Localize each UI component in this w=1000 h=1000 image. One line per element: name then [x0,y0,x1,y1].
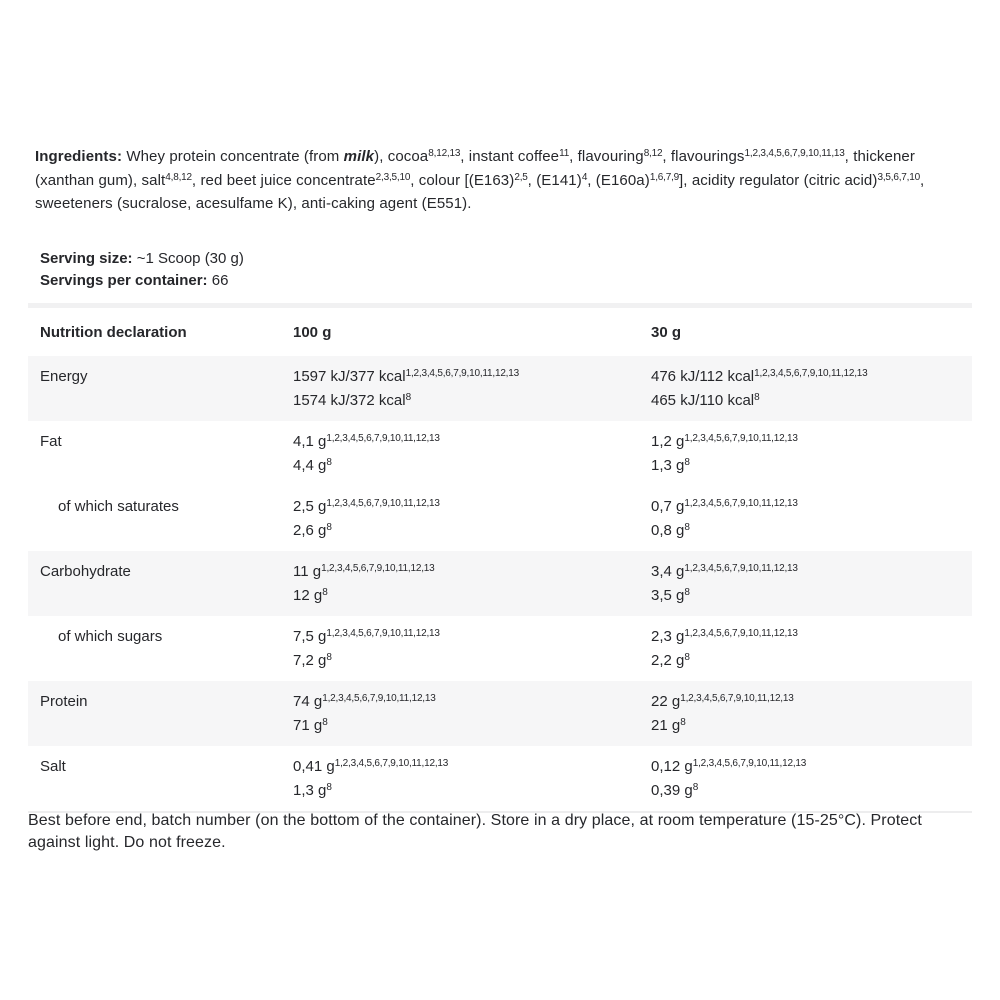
nutrient-label: Energy [40,368,88,385]
value-30g: 22 $g^{1,2,3,4,5,6,7,9,10,11,12,13}$ 21 $g^8$ [651,693,794,734]
servings-per-container-line [40,270,244,292]
table-row [28,421,972,486]
nutrient-label: Carbohydrate [40,563,131,580]
serving-size-label: Serving size: [40,250,133,267]
table-body [28,356,972,811]
serving-info [40,248,244,291]
value-30g: 0,7 $g^{1,2,3,4,5,6,7,9,10,11,12,13}$ 0,8 $g^8$ [651,498,798,539]
serving-size-line [40,248,244,270]
nutrient-label: of which sugars [58,628,163,645]
value-100g: 2,5 $g^{1,2,3,4,5,6,7,9,10,11,12,13}$ 2,6 $g^8$ [293,498,440,539]
value-30g: 1,2 $g^{1,2,3,4,5,6,7,9,10,11,12,13}$ 1,3 $g^8$ [651,433,798,474]
nutrient-label: Salt [40,758,66,775]
value-100g: 4,1 $g^{1,2,3,4,5,6,7,9,10,11,12,13}$ 4,4 $g^8$ [293,433,440,474]
value-100g: 0,41 $g^{1,2,3,4,5,6,7,9,10,11,12,13}$ 1,3 $g^8$ [293,758,449,799]
table-row [28,746,972,811]
value-100g: 74 $g^{1,2,3,4,5,6,7,9,10,11,12,13}$ 71 $g^8$ [293,693,436,734]
table-row [28,616,972,681]
servings-per-container-value: 66 [211,271,229,289]
header-nutrition-declaration: Nutrition declaration [40,323,187,341]
nutrient-label: Protein [40,693,88,710]
table-row [28,486,972,551]
servings-per-container-label: Servings per container: [40,271,208,289]
value-30g: 2,3 $g^{1,2,3,4,5,6,7,9,10,11,12,13}$ 2,2 $g^8$ [651,628,798,669]
value-30g: 3,4 $g^{1,2,3,4,5,6,7,9,10,11,12,13}$ 3,5 $g^8$ [651,563,798,604]
nutrition-declaration-table [28,303,972,813]
header-100g: 100 g [293,323,332,341]
value-30g: 0,12 $g^{1,2,3,4,5,6,7,9,10,11,12,13}$ 0,39 $g^8$ [651,758,807,799]
ingredients-paragraph: Ingredients: Whey protein concentrate (from milk), cocoa$^{8,12,13}$, instant coffee$^{11}$, flavouring$^{8,12}$, flavourings$^{1,2,3,4,5,6,7,9,10,11,13}$, thickener (xanthan gum), salt$^{4,8,12}$, red beet juice concentrate$^{2,3,5,10}$, colour [$(E163)^{2,5}$, $(E141)^4$, $(E160a)^{1,6,7,9}$], acidity regulator (citric acid)$^{3,5,6,7,10}$, sweeteners (sucralose, acesulfame K), anti-caking agent (E551). [35,148,925,212]
storage-note: Best before end, batch number (on the bottom of the container). Store in a dry place, at room temperature (15-25°C). Protect against light. Do not freeze. [28,812,922,851]
value-100g: 1597 kJ/377 kcal$^{1,2,3,4,5,6,7,9,10,11,12,13}$ 1574 kJ/372 kcal$^8$ [293,368,519,409]
table-row [28,681,972,746]
table-header-row [28,308,972,356]
value-100g: 7,5 $g^{1,2,3,4,5,6,7,9,10,11,12,13}$ 7,2 $g^8$ [293,628,440,669]
nutrient-label: Fat [40,433,62,450]
header-30g: 30 g [651,323,682,341]
nutrient-label: of which saturates [58,498,179,515]
serving-size-value: ~1 Scoop (30 g) [136,250,244,267]
table-row [28,356,972,421]
value-100g: 11 $g^{1,2,3,4,5,6,7,9,10,11,12,13}$ 12 $g^8$ [293,563,435,604]
table-row [28,551,972,616]
value-30g: 476 kJ/112 kcal$^{1,2,3,4,5,6,7,9,10,11,12,13}$ 465 kJ/110 kcal$^8$ [651,368,868,409]
